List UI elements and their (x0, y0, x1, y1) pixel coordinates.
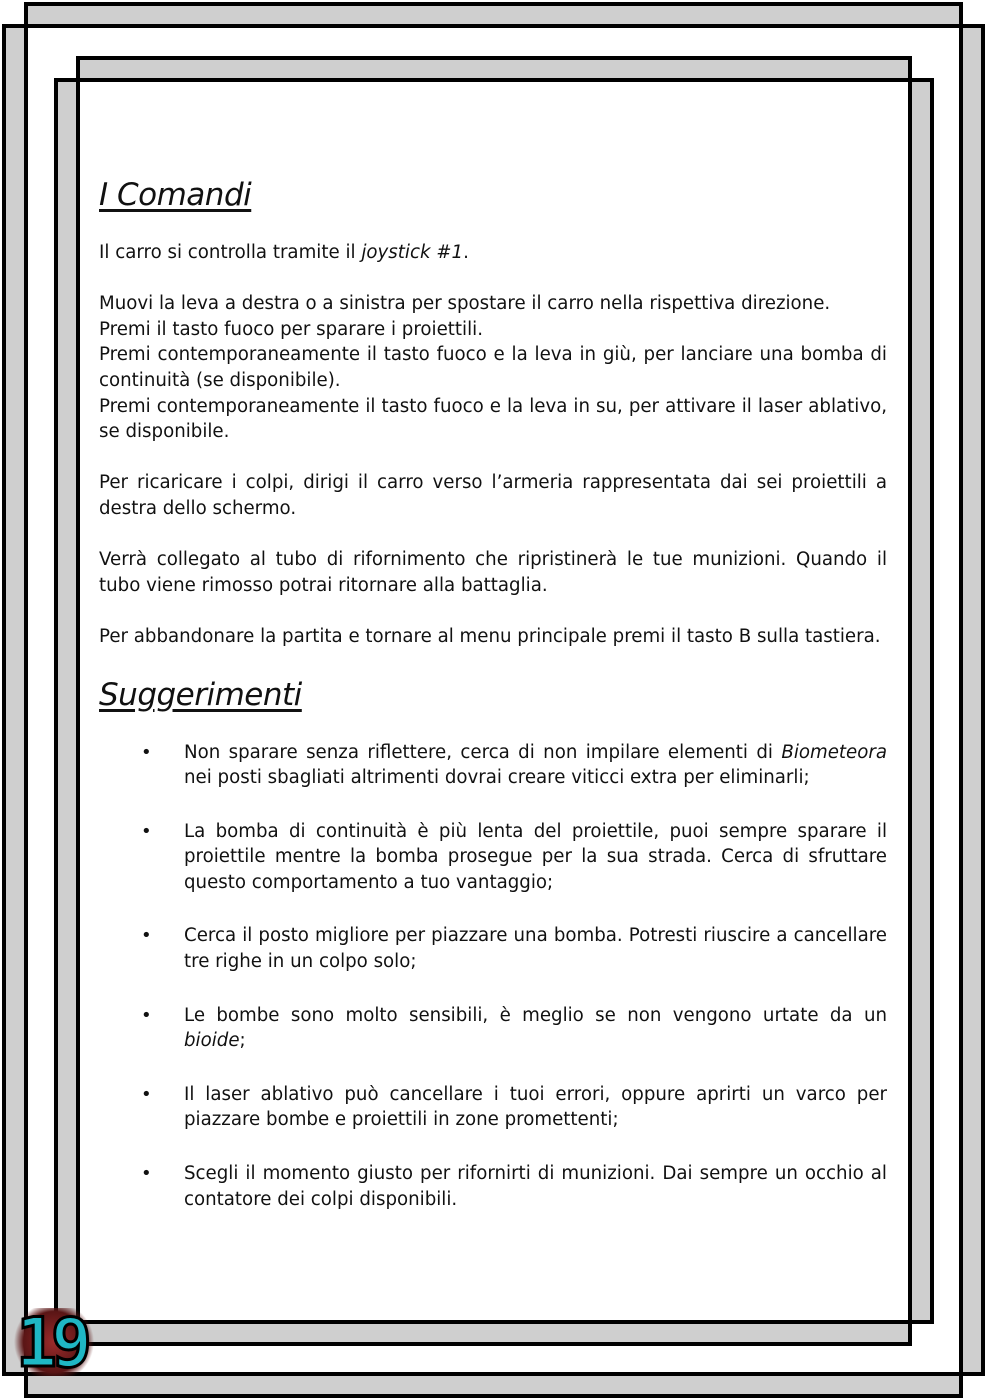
list-item: • La bomba di continuità è più lenta del proiettile, puoi sempre sparare il proiettile mentre la bomba prosegue per la sua strada. Cerca di sfruttare questo comportamento a tuo vantaggio; (99, 819, 887, 896)
controls-line-fire: Premi il tasto fuoco per sparare i proiettili. (99, 318, 483, 340)
list-item: • Non sparare senza riflettere, cerca di non impilare elementi di Biometeora nei posti sbagliati altrimenti dovrai creare viticci extra per eliminarli; (99, 740, 887, 791)
page-content (99, 170, 887, 1212)
page-number: 19 (16, 1304, 86, 1383)
joystick-term: joystick #1 (361, 242, 464, 263)
page-number-badge (10, 1304, 98, 1383)
list-item: • Le bombe sono molto sensibili, è meglio se non vengono urtate da un bioide; (99, 1003, 887, 1054)
reload-paragraph: Per ricaricare i colpi, dirigi il carro verso l’armeria rappresentata dai sei proiettili a destra dello schermo. (99, 472, 887, 519)
refuel-paragraph: Verrà collegato al tubo di rifornimento che ripristinerà le tue munizioni. Quando il tubo viene rimosso potrai ritornare alla battaglia. (99, 549, 887, 596)
section-title-comandi: I Comandi (99, 177, 252, 213)
list-item: • Il laser ablativo può cancellare i tuoi errori, oppure aprirti un varco per piazzare bombe e proiettili in zone promettenti; (99, 1082, 887, 1133)
section-title-suggerimenti: Suggerimenti (99, 676, 302, 713)
tips-list (99, 740, 887, 1213)
controls-line-laser: Premi contemporaneamente il tasto fuoco e la leva in su, per attivare il laser ablativo, se disponibile. (99, 395, 887, 443)
list-item: • Scegli il momento giusto per rifornirti di munizioni. Dai sempre un occhio al contatore dei colpi disponibili. (99, 1161, 887, 1212)
controls-line-bomb: Premi contemporaneamente il tasto fuoco e la leva in giù, per lanciare una bomba di continuità (se disponibile). (99, 344, 887, 391)
controls-line-move: Muovi la leva a destra o a sinistra per spostare il carro nella rispettiva direzione. (99, 293, 831, 315)
intro-paragraph: Il carro si controlla tramite il joystick #1. (99, 242, 469, 263)
list-item: • Cerca il posto migliore per piazzare una bomba. Potresti riuscire a cancellare tre righe in un colpo solo; (99, 923, 887, 974)
quit-paragraph: Per abbandonare la partita e tornare al menu principale premi il tasto B sulla tastiera. (99, 625, 881, 647)
